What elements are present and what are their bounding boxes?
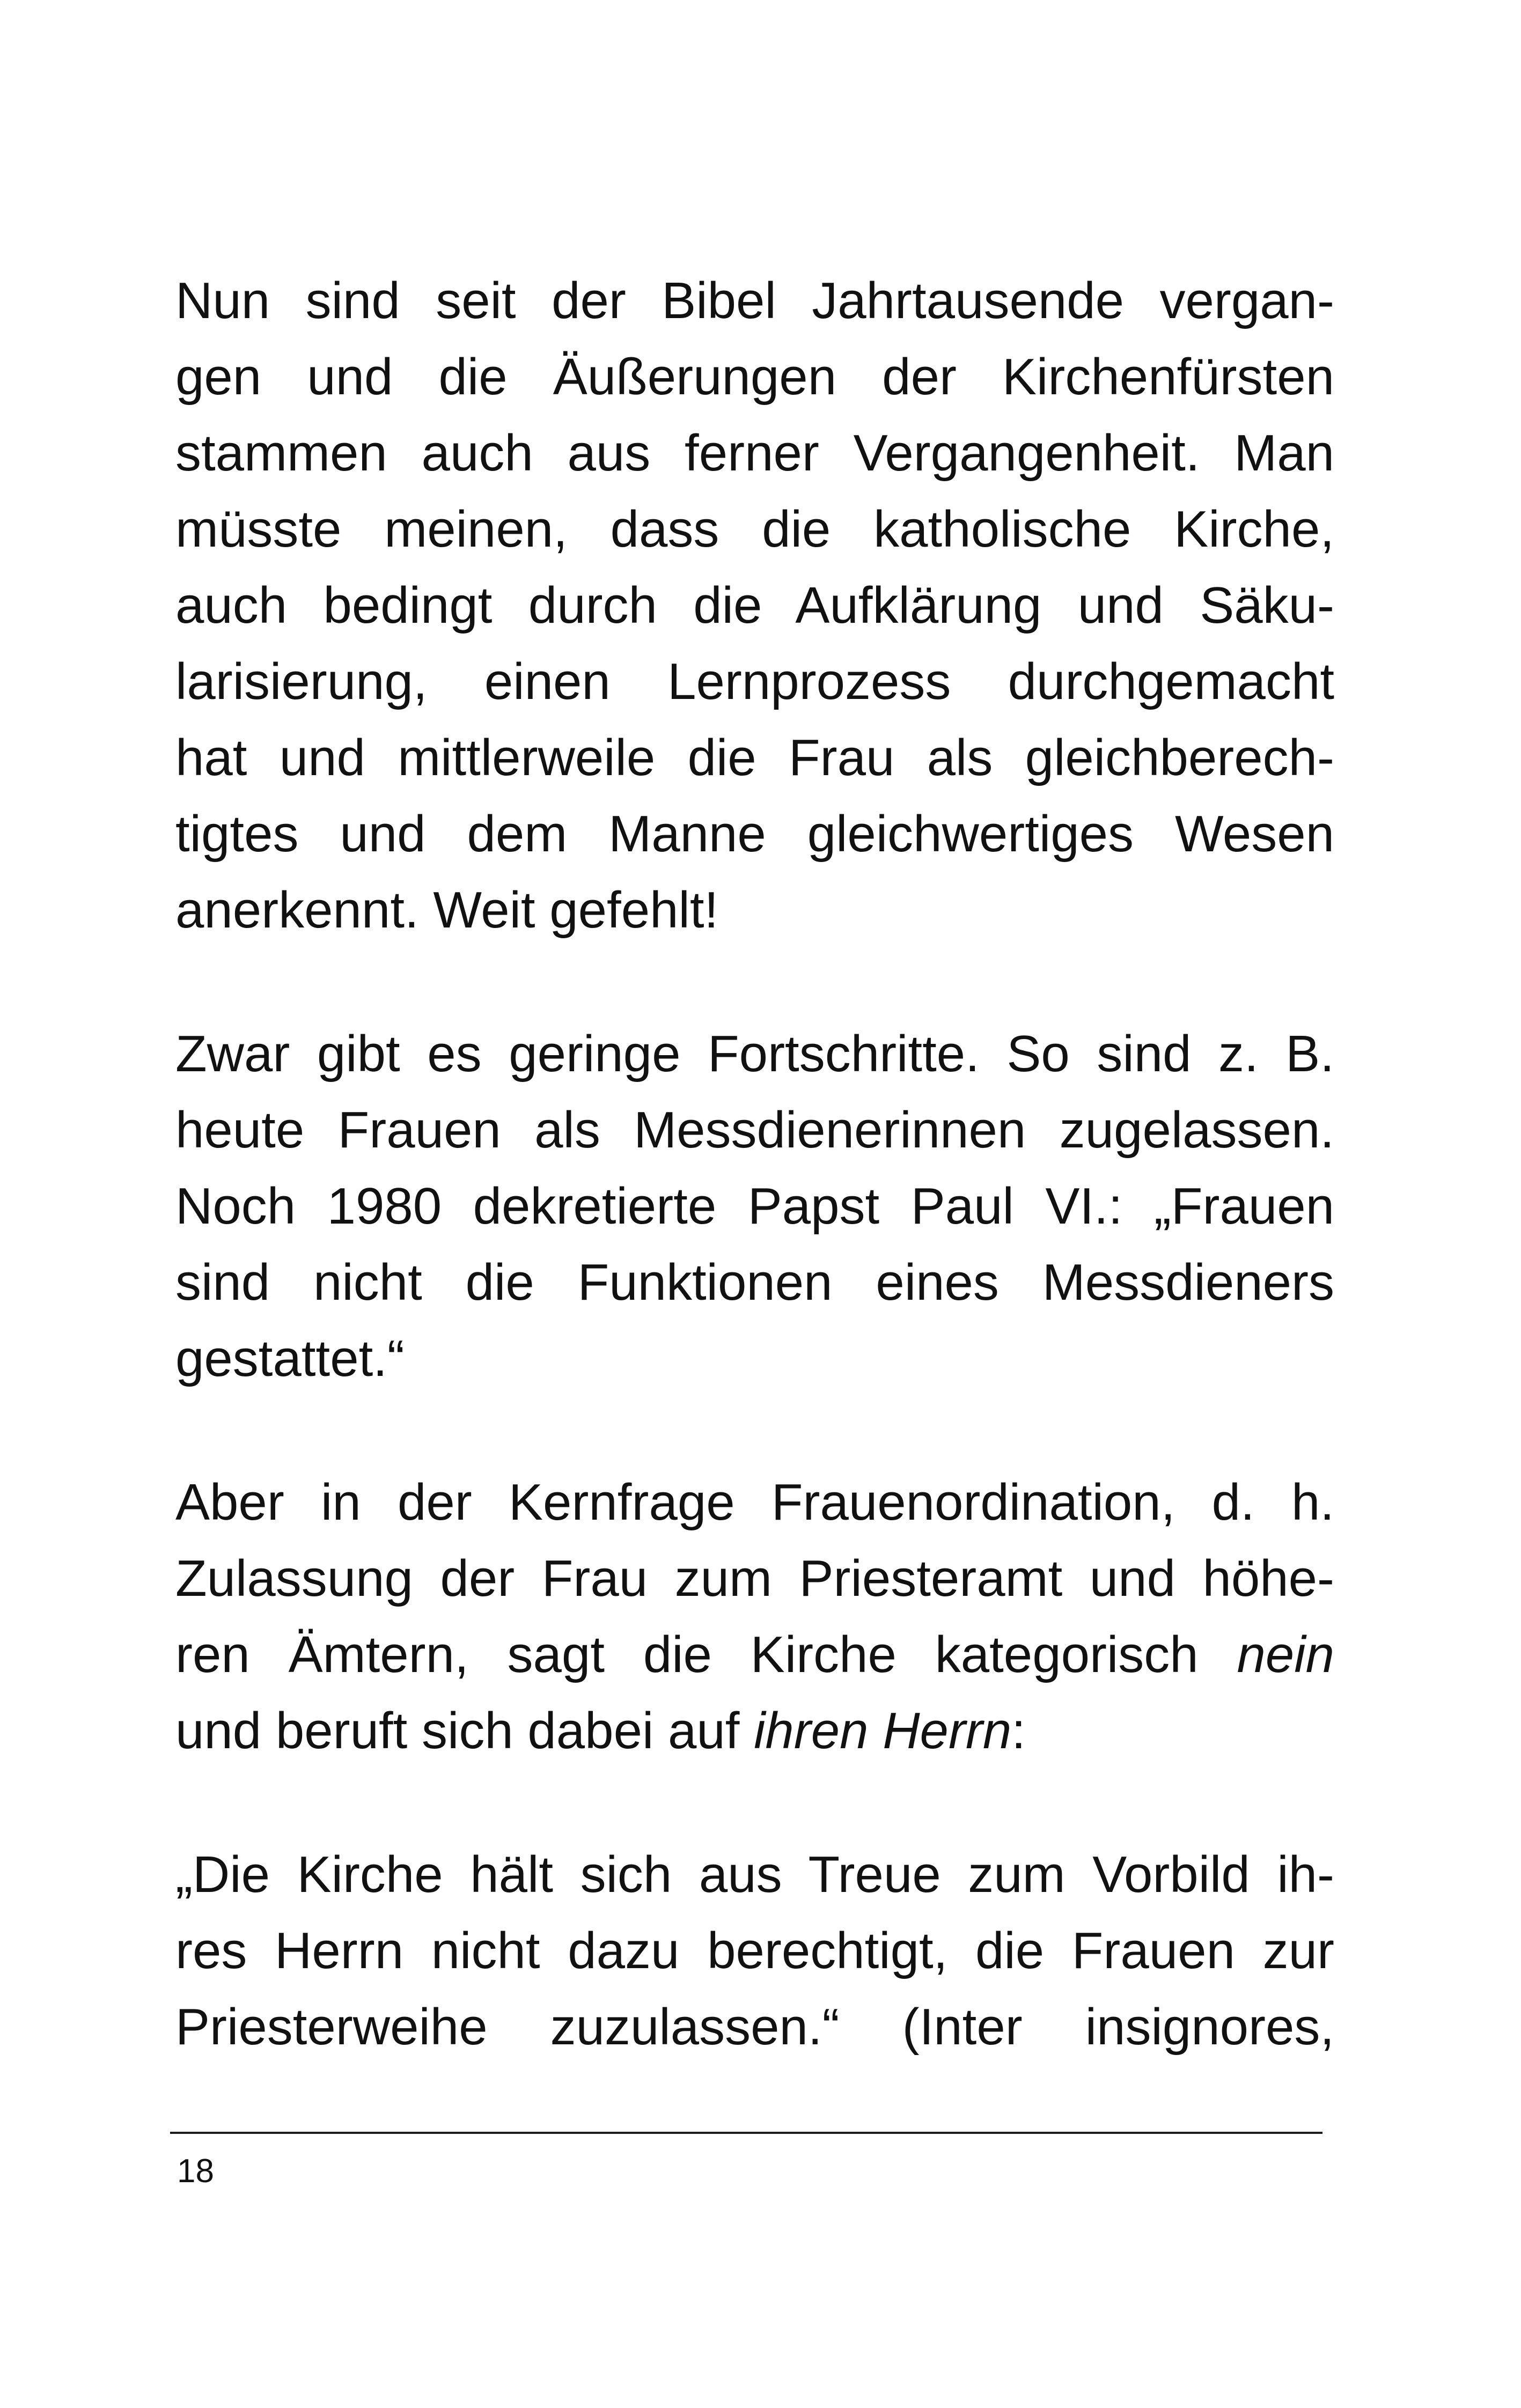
text-line: Aber in der Kernfrage Frauenordination, d. h. — [175, 1474, 1334, 1531]
paragraph-3 — [175, 1464, 1334, 1769]
text-line: larisierung, einen Lernprozess durchgemacht — [175, 653, 1334, 710]
body-text — [175, 263, 1334, 2133]
text-line: res Herrn nicht dazu berechtigt, die Frauen zur — [175, 1922, 1334, 1979]
emphasis-text: nein — [1237, 1626, 1334, 1683]
page-number: 18 — [177, 2153, 214, 2190]
text-line: Zwar gibt es geringe Fortschritte. So sind z. B. — [175, 1025, 1334, 1083]
text-line: stammen auch aus ferner Vergangenheit. Man — [175, 424, 1334, 482]
emphasis-text: ihren Herrn — [754, 1702, 1012, 1759]
paragraph-4 — [175, 1837, 1334, 2065]
text-line: tigtes und dem Manne gleichwertiges Wesen — [175, 805, 1334, 863]
footer-divider — [170, 2132, 1322, 2134]
text-line — [175, 1617, 1334, 1693]
text-line: Nun sind seit der Bibel Jahrtausende vergan- — [175, 272, 1334, 329]
text-line: müsste meinen, dass die katholische Kirche, — [175, 500, 1334, 558]
text-line: gestattet.“ — [175, 1330, 405, 1387]
text-line: sind nicht die Funktionen eines Messdieners — [175, 1254, 1334, 1311]
text-line: Zulassung der Frau zum Priesteramt und höhe- — [175, 1550, 1334, 1607]
text-line: Priesterweihe zuzulassen.“ (Inter insignores, — [175, 1998, 1334, 2056]
text-segment: und beruft sich dabei auf — [175, 1702, 754, 1759]
text-segment: ren Ämtern, sagt die Kirche kategorisch — [175, 1626, 1237, 1683]
text-line: anerkennt. Weit gefehlt! — [175, 881, 719, 939]
paragraph-2 — [175, 1016, 1334, 1397]
paragraph-1 — [175, 263, 1334, 948]
text-segment: : — [1011, 1702, 1026, 1759]
text-line: hat und mittlerweile die Frau als gleichberech- — [175, 729, 1334, 786]
text-line: gen und die Äußerungen der Kirchenfürsten — [175, 348, 1334, 406]
text-line — [175, 1693, 1334, 1769]
text-line: heute Frauen als Messdienerinnen zugelassen. — [175, 1101, 1334, 1159]
text-line: Noch 1980 dekretierte Papst Paul VI.: „Frauen — [175, 1177, 1334, 1235]
text-line: auch bedingt durch die Aufklärung und Säku- — [175, 577, 1334, 634]
text-line: „Die Kirche hält sich aus Treue zum Vorbild ih- — [175, 1846, 1334, 1903]
